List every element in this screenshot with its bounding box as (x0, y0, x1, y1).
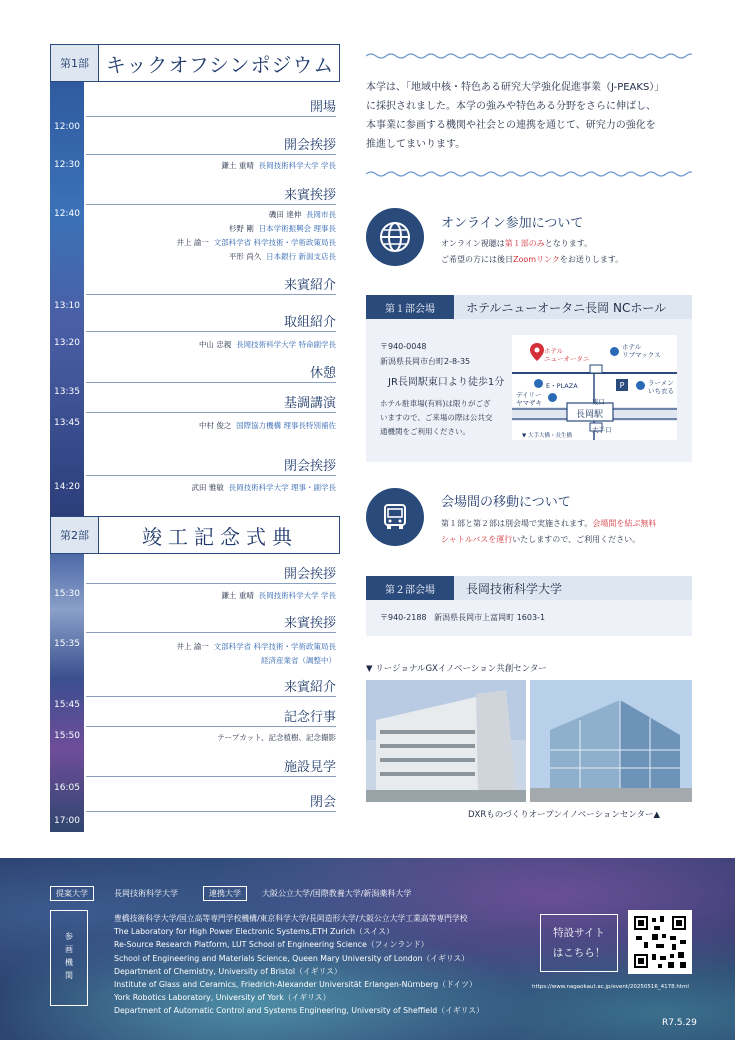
org-item: York Robotics Laboratory, University of York（イギリス） (114, 993, 331, 1003)
parking-icon: P (616, 379, 628, 391)
participating-tag-box (50, 910, 88, 1006)
divider (86, 475, 336, 476)
org-item: The Laboratory for High Power Electronic Systems,ETH Zurich（スイス） (114, 927, 394, 937)
part2-tag: 第2部 (51, 517, 99, 553)
org-item: School of Engineering and Materials Science, Queen Mary University of London（イギリス） (114, 953, 470, 963)
proposer-university: 長岡技術科学大学 (114, 889, 178, 898)
special-site-link[interactable] (540, 914, 618, 972)
venue1-name: ホテルニューオータニ長岡 NCホール (466, 300, 667, 315)
speaker-line: 武田 雅敏 長岡技術科学大学 理事・副学長 (191, 483, 336, 492)
map-label-ramen: ラーメン いち衣る (648, 379, 674, 395)
online-title: オンライン参加について (441, 216, 584, 231)
proposer-tag: 提案大学 (50, 886, 94, 901)
ceremony-details: テープカット、記念植樹、記念撮影 (217, 733, 336, 742)
divider (86, 726, 336, 727)
building-photo-dxr (530, 680, 692, 802)
org-item: Department of Automatic Control and Systems Engineering, University of Sheffield（イギリス） (114, 1006, 484, 1016)
qr-code-icon[interactable] (628, 910, 692, 974)
divider (86, 331, 336, 332)
time-label: 15:35 (54, 639, 80, 649)
time-label: 13:45 (54, 418, 80, 428)
event-closing-remarks: 閉会挨拶 (283, 459, 336, 474)
speaker-line: 経済産業省（調整中） (261, 656, 336, 665)
wave-divider (366, 52, 692, 60)
time-label: 13:35 (54, 387, 80, 397)
event-opening-remarks: 開会挨拶 (283, 138, 336, 153)
globe-icon (366, 208, 424, 266)
event-commemoration: 記念行事 (283, 710, 336, 725)
event-guest-remarks: 来賓挨拶 (283, 616, 336, 631)
speaker-line: 平形 尚久 日本銀行 新潟支店長 (228, 252, 336, 261)
event-open-doors: 開場 (309, 100, 336, 115)
participating-tag: 参画機関 (64, 932, 74, 984)
move-title: 会場間の移動について (441, 495, 571, 510)
time-label: 15:45 (54, 700, 80, 710)
map-label-station: 長岡駅 (576, 410, 604, 420)
divider (86, 583, 336, 584)
intro-line: に採択されました。本学の強みや特色ある分野をさらに伸ばし、 (366, 101, 656, 112)
divider (86, 204, 336, 205)
venue1-address: 〒940-0048 新潟県長岡市台町2-8-35 (380, 342, 471, 366)
time-label: 14:20 (54, 482, 80, 492)
venue1-access: JR長岡駅東口より徒歩1分 (388, 377, 505, 388)
divider (86, 776, 336, 777)
speaker-line: 鎌土 重晴 長岡技術科学大学 学長 (221, 591, 336, 600)
speaker-line: 井上 諭一 文部科学省 科学技術・学術政策局長 (176, 238, 336, 247)
time-label: 12:30 (54, 160, 80, 170)
divider (86, 412, 336, 413)
partner-tag: 連携大学 (203, 886, 247, 901)
map-label-bridge: ▼ 大手大橋・長生橋 (522, 433, 572, 439)
venue2-address: 〒940-2188 新潟県長岡市上富岡町 1603-1 (380, 613, 546, 622)
event-closing: 閉会 (309, 795, 336, 810)
venue2-name: 長岡技術科学大学 (466, 581, 563, 596)
time-label: 13:10 (54, 301, 80, 311)
site-label: 特設サイト (553, 927, 605, 939)
time-label: 15:30 (54, 589, 80, 599)
venue1-box (366, 319, 692, 462)
wave-divider (366, 170, 692, 178)
divider (86, 382, 336, 383)
org-item: 豊橋技術科学大学/国立高等専門学校機構/東京科学大学/長岡造形大学/大阪公立大学工業高等専門学校 (114, 914, 468, 923)
divider (86, 154, 336, 155)
site-label: はこちら！ (552, 947, 606, 959)
part2-header (50, 516, 340, 554)
event-initiatives: 取組紹介 (283, 315, 336, 330)
event-guest-remarks: 来賓挨拶 (283, 188, 336, 203)
partner-universities: 大阪公立大学/国際教養大学/新潟薬科大学 (262, 889, 412, 898)
map-label-livemax: ホテル リブマックス (622, 343, 661, 359)
event-guest-introduction: 来賓紹介 (283, 680, 336, 695)
caption-dxr-center: DXRものづくりオープンイノベーションセンター▲ (468, 810, 661, 820)
event-opening-remarks: 開会挨拶 (283, 567, 336, 582)
venue2-tag: 第２部会場 (366, 576, 454, 600)
map-label-daily: デイリー ヤマザキ (516, 391, 542, 407)
divider (86, 696, 336, 697)
divider (86, 116, 336, 117)
part1-title: キックオフシンポジウム (105, 52, 335, 77)
venue1-parking-note: ホテル駐車場(有料)は限りがござ いますので、ご来場の際は公共交 通機関をご利用ください。 (380, 399, 493, 436)
time-label: 13:20 (54, 338, 80, 348)
divider (86, 632, 336, 633)
org-item: Department of Chemistry, University of Bristol（イギリス） (114, 966, 342, 976)
org-item: Re-Source Research Platform, LUT School of Engineering Science（フィンランド） (114, 940, 429, 950)
venue1-bar (366, 295, 692, 319)
venue2-bar (366, 576, 692, 600)
speaker-line: 鎌土 重晴 長岡技術科学大学 学長 (221, 161, 336, 170)
online-text: オンライン視聴は第１部のみとなります。 ご希望の方には後日Zoomリンクをお送りします。 (441, 239, 624, 264)
issue-date: R7.5.29 (662, 1018, 697, 1028)
intro-line: 本学は、「地域中核・特色ある研究大学強化促進事業（J-PEAKS）」 (366, 82, 665, 93)
map-label-ote: 大手口 (592, 426, 612, 434)
site-url[interactable]: https://www.nagaokaut.ac.jp/event/20250516_4178.html (532, 984, 689, 990)
map-label-east: 東口 (592, 398, 605, 406)
speaker-line: 杉野 剛 日本学術振興会 理事長 (228, 224, 336, 233)
speaker-line: 中山 忠親 長岡技術科学大学 特命副学長 (198, 340, 336, 349)
map-dot (636, 381, 645, 390)
time-label: 16:05 (54, 783, 80, 793)
time-label: 12:00 (54, 122, 80, 132)
part2-time-bar (50, 554, 84, 832)
map-dot (610, 347, 619, 356)
map-label-eplaza: E・PLAZA (546, 382, 578, 390)
intro-line: 推進してまいります。 (366, 139, 466, 150)
intro-text (366, 78, 696, 154)
map-dot (534, 379, 543, 388)
time-label: 15:50 (54, 731, 80, 741)
part1-time-bar (50, 82, 84, 516)
bus-icon (366, 488, 424, 546)
map-dot (548, 393, 557, 402)
venue1-tag: 第１部会場 (366, 295, 454, 319)
building-photo-gx (366, 680, 526, 802)
intro-line: 本事業に参画する機関や社会との連携を通じて、研究力の強化を (366, 120, 656, 131)
access-map (512, 335, 677, 440)
part1-header (50, 44, 340, 82)
part2-title: 竣工記念式典 (142, 524, 298, 549)
org-item: Institute of Glass and Ceramics, Friedrich-Alexander Universität Erlangen-Nürnberg（ドイツ） (114, 980, 477, 990)
event-facility-tour: 施設見学 (283, 760, 336, 775)
event-break: 休憩 (309, 366, 336, 381)
participating-orgs (114, 912, 484, 1018)
move-text: 第１部と第２部は別会場で実施されます。会場間を結ぶ無料 シャトルバスを運行いたしますので、ご利用ください。 (441, 519, 657, 544)
speaker-line: 磯田 達伸 長岡市長 (268, 210, 336, 219)
time-label: 17:00 (54, 816, 80, 826)
speaker-line: 中村 俊之 国際協力機構 理事長特別補佐 (198, 421, 336, 430)
program-column (50, 44, 350, 832)
part1-tag: 第1部 (51, 45, 99, 81)
map-pin-icon (530, 343, 544, 361)
divider (86, 294, 336, 295)
map-label-hotel: ホテル ニューオータニ (544, 347, 590, 363)
venue2-box (366, 600, 692, 636)
time-label: 12:40 (54, 209, 80, 219)
event-keynote: 基調講演 (283, 396, 336, 411)
divider (86, 811, 336, 812)
event-guest-introduction: 来賓紹介 (283, 278, 336, 293)
speaker-line: 井上 諭一 文部科学省 科学技術・学術政策局長 (176, 642, 336, 651)
footer (0, 858, 735, 1040)
caption-gx-center: ▼ リージョナルGXイノベーション共創センター (366, 664, 547, 674)
